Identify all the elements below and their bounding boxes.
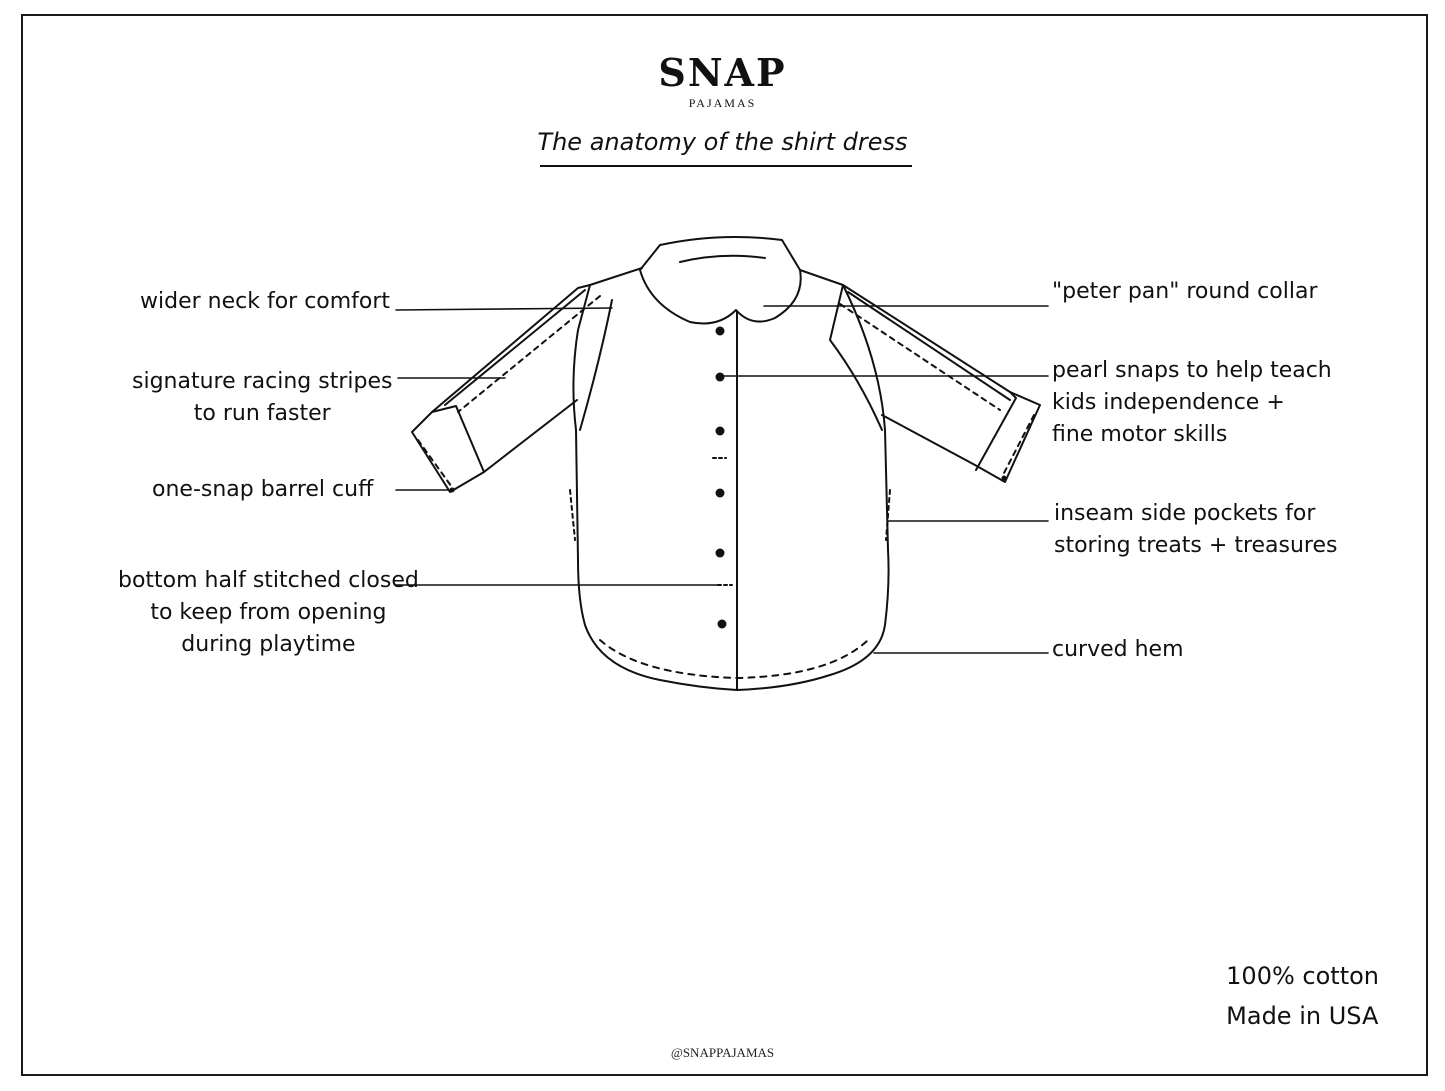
social-handle: @SNAPPAJAMAS xyxy=(670,1045,775,1060)
snap-4 xyxy=(716,489,725,498)
snap-6 xyxy=(718,620,727,629)
leader-neck xyxy=(396,308,612,310)
cuff-snap-right xyxy=(1002,476,1007,481)
label-peter-pan-collar: "peter pan" round collar xyxy=(1052,279,1318,304)
label-wider-neck: wider neck for comfort xyxy=(140,289,391,314)
fabric-note xyxy=(1226,956,1379,1036)
brand-logo: SNAP xyxy=(658,50,787,95)
fabric-note-line1: 100% cotton xyxy=(1226,962,1379,990)
collar-shape xyxy=(640,237,801,324)
left-sleeve xyxy=(412,285,600,492)
label-stitched-closed: bottom half stitched closed to keep from opening during playtime xyxy=(118,568,419,657)
snap-5 xyxy=(716,549,725,558)
shirt-body xyxy=(573,268,888,690)
pearl-snaps xyxy=(450,327,1007,629)
label-curved-hem: curved hem xyxy=(1052,637,1184,662)
cuff-snap-left xyxy=(450,488,455,493)
snap-1 xyxy=(716,327,725,336)
brand-subtitle: PAJAMAS xyxy=(688,96,757,110)
leader-lines-left xyxy=(395,308,718,585)
diagram-title: The anatomy of the shirt dress xyxy=(537,128,908,156)
snap-2 xyxy=(716,373,725,382)
left-pocket-seam xyxy=(570,490,575,540)
right-sleeve xyxy=(840,285,1040,482)
label-barrel-cuff: one-snap barrel cuff xyxy=(152,477,374,502)
fabric-note-line2: Made in USA xyxy=(1226,1002,1379,1030)
snap-3 xyxy=(716,427,725,436)
label-side-pockets: inseam side pockets for storing treats + treasures xyxy=(1054,501,1338,558)
label-racing-stripes: signature racing stripes to run faster xyxy=(132,369,393,426)
label-pearl-snaps: pearl snaps to help teach kids independence + fine motor skills xyxy=(1052,358,1332,447)
